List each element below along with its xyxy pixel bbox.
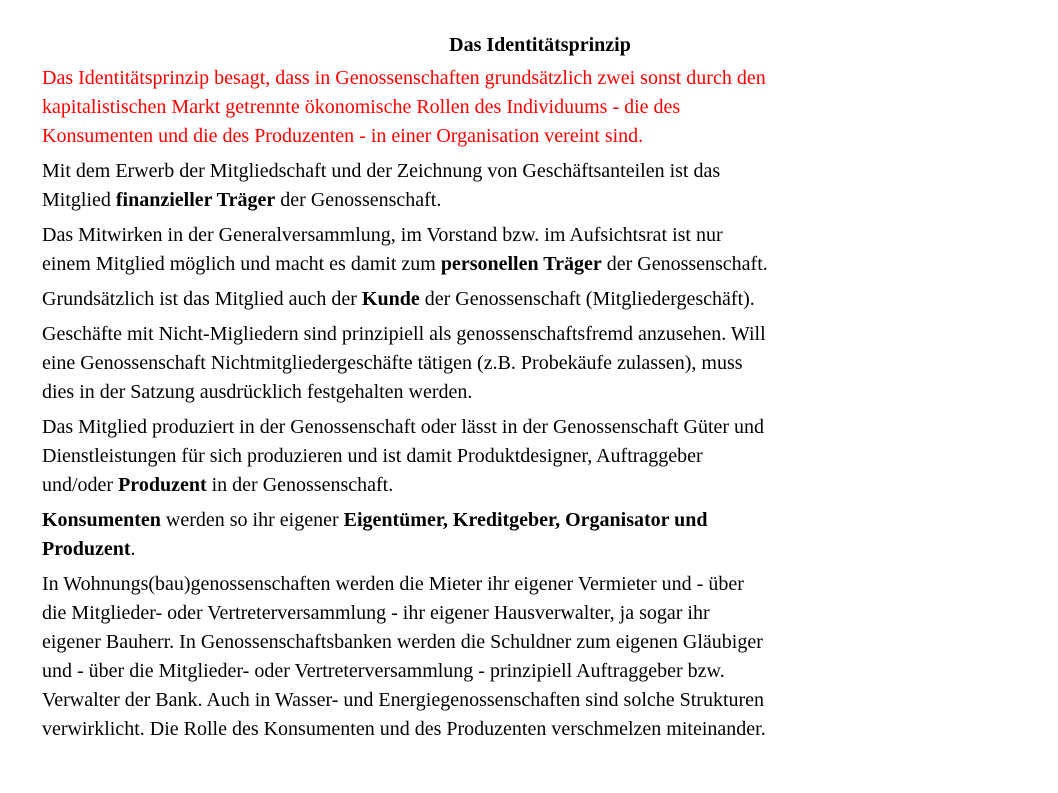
customer-line-post: der Genossenschaft (Mitgliedergeschäft). <box>419 288 755 310</box>
producer-term: Produzent <box>118 474 207 496</box>
non-member-line-3: dies in der Satzung ausdrücklich festgehalten werden. <box>42 381 473 403</box>
financial-line-2-post: der Genossenschaft. <box>275 189 442 211</box>
slide-content <box>42 30 1032 750</box>
producer-line-3 <box>42 471 1032 500</box>
non-member-line-2: eine Genossenschaft Nichtmitgliedergeschäfte tätigen (z.B. Probekäufe zulassen), muss <box>42 352 743 374</box>
personnel-line-2-post: der Genossenschaft. <box>601 253 768 275</box>
consumer-roles-end: . <box>130 538 136 560</box>
examples-line-6: verwirklicht. Die Rolle des Konsumenten und des Produzenten verschmelzen miteinander. <box>42 718 766 740</box>
personnel-line-2-pre: einem Mitglied möglich und macht es damit zum <box>42 253 441 275</box>
producer-line-3-pre: und/oder <box>42 474 119 496</box>
consumer-roles-line-2 <box>42 535 1032 564</box>
producer-role-term: Produzent <box>42 538 131 560</box>
personnel-line-1: Das Mitwirken in der Generalversammlung, im Vorstand bzw. im Aufsichtsrat ist nur <box>42 224 723 246</box>
non-member-line-1: Geschäfte mit Nicht-Migliedern sind prinzipiell als genossenschaftsfremd anzusehen. Will <box>42 323 766 345</box>
examples-line-4: und - über die Mitglieder- oder Vertreterversammlung - prinzipiell Auftraggeber bzw. <box>42 660 725 682</box>
personnel-carrier-paragraph <box>42 221 1032 279</box>
customer-line-pre: Grundsätzlich ist das Mitglied auch der <box>42 288 362 310</box>
producer-line-1: Das Mitglied produziert in der Genossenschaft oder lässt in der Genossenschaft Güter und <box>42 416 765 438</box>
consumer-term: Konsumenten <box>42 509 161 531</box>
examples-line-1: In Wohnungs(bau)genossenschaften werden die Mieter ihr eigener Vermieter und - über <box>42 573 744 595</box>
examples-line-2: die Mitglieder- oder Vertreterversammlung - ihr eigener Hausverwalter, ja sogar ihr <box>42 602 710 624</box>
slide-title: Das Identitätsprinzip <box>449 34 631 56</box>
customer-line <box>42 285 1032 314</box>
examples-line-3: eigener Bauherr. In Genossenschaftsbanken werden die Schuldner zum eigenen Gläubiger <box>42 631 763 653</box>
non-member-paragraph <box>42 320 1032 407</box>
producer-paragraph <box>42 413 1032 500</box>
examples-paragraph <box>42 570 1032 744</box>
consumer-roles-paragraph <box>42 506 1032 564</box>
financial-line-2 <box>42 186 1032 215</box>
intro-paragraph <box>42 64 1032 151</box>
producer-line-3-post: in der Genossenschaft. <box>206 474 394 496</box>
financial-carrier-paragraph <box>42 157 1032 215</box>
financial-line-1: Mit dem Erwerb der Mitgliedschaft und der Zeichnung von Geschäftsanteilen ist das <box>42 160 721 182</box>
consumer-roles-line-1 <box>42 506 1032 535</box>
roles-list-term: Eigentümer, Kreditgeber, Organisator und <box>343 509 708 531</box>
personnel-line-2 <box>42 250 1032 279</box>
intro-line-3: Konsumenten und die des Produzenten - in einer Organisation vereint sind. <box>42 125 644 147</box>
producer-line-2: Dienstleistungen für sich produzieren und ist damit Produktdesigner, Auftraggeber <box>42 445 703 467</box>
examples-line-5: Verwalter der Bank. Auch in Wasser- und Energiegenossenschaften sind solche Strukturen <box>42 689 765 711</box>
intro-line-1: Das Identitätsprinzip besagt, dass in Genossenschaften grundsätzlich zwei sonst durch den <box>42 67 766 89</box>
financial-carrier-term: finanzieller Träger <box>115 189 276 211</box>
financial-line-2-pre: Mitglied <box>42 189 116 211</box>
intro-line-2: kapitalistischen Markt getrennte ökonomische Rollen des Individuums - die des <box>42 96 681 118</box>
consumer-roles-mid: werden so ihr eigener <box>160 509 344 531</box>
customer-paragraph <box>42 285 1032 314</box>
personnel-carrier-term: personellen Träger <box>440 253 602 275</box>
customer-term: Kunde <box>361 288 420 310</box>
